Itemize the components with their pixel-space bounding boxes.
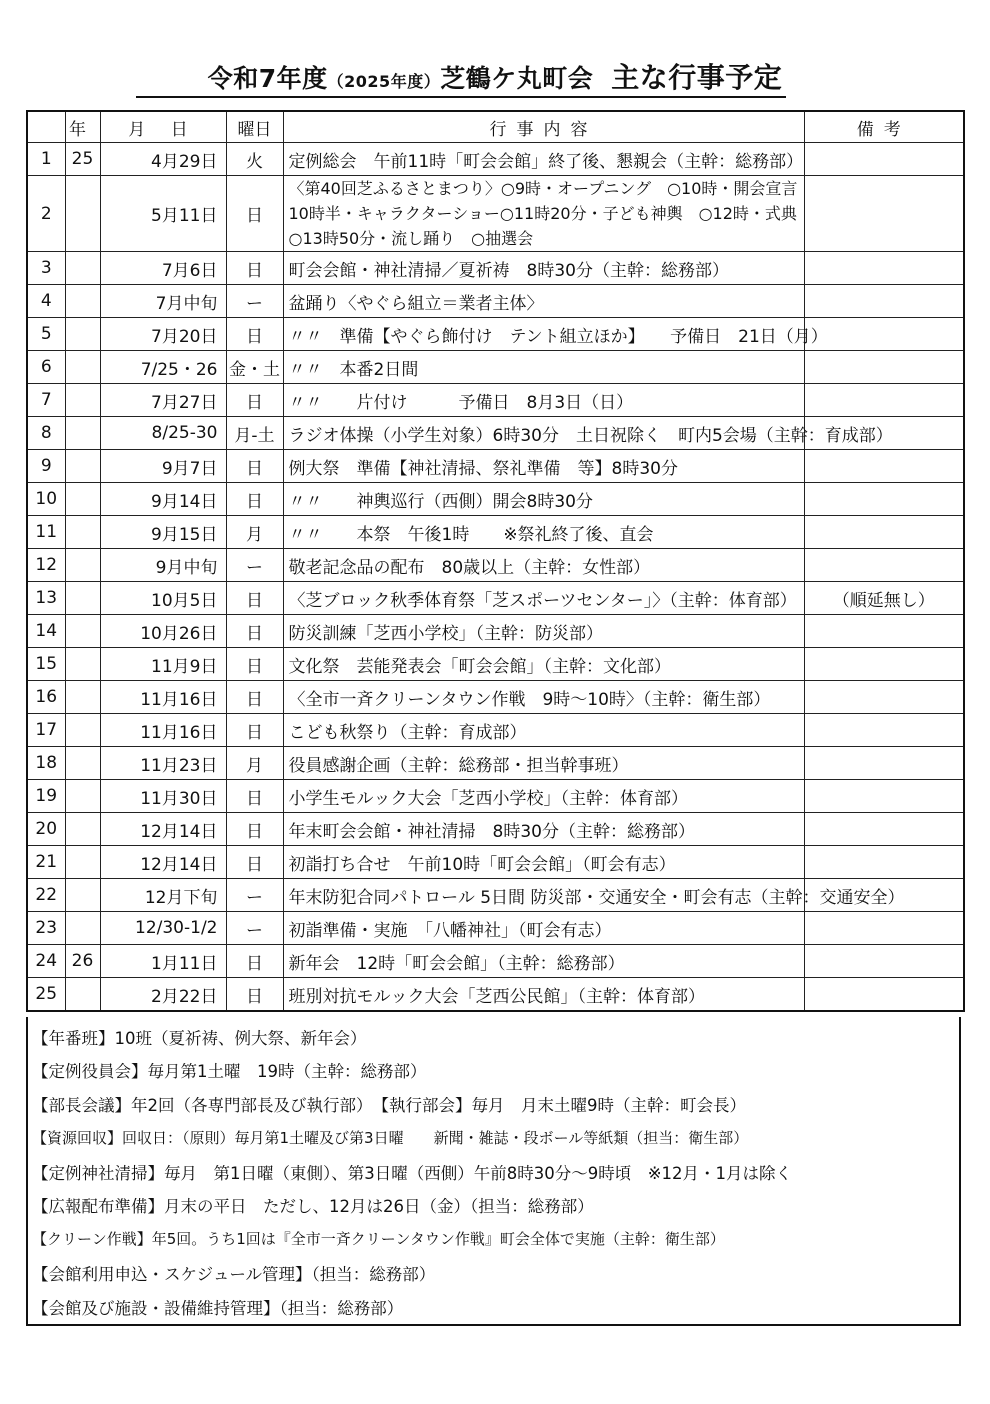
row-number: 4 [27, 285, 65, 318]
row-year [65, 384, 100, 417]
row-dow: 日 [226, 450, 283, 483]
row-year [65, 285, 100, 318]
table-row [27, 813, 964, 846]
row-note [804, 143, 964, 176]
schedule-table [26, 110, 965, 1012]
note-yakuinkai: 【定例役員会】毎月第1土曜 19時（主幹：総務部） [32, 1062, 427, 1081]
row-note [804, 176, 964, 252]
row-number: 19 [27, 780, 65, 813]
row-date: 7月20日 [100, 318, 226, 351]
title-year: （2025年度） [327, 72, 441, 91]
row-year [65, 813, 100, 846]
row-number: 1 [27, 143, 65, 176]
row-note [804, 648, 964, 681]
row-dow: 金・土 [226, 351, 283, 384]
note-shigen-kaishu: 【資源回収】回収日：（原則）毎月第1土曜及び第3日曜 新聞・雑誌・段ボール等紙類（担当：衛生部） [32, 1129, 749, 1147]
row-note [804, 912, 964, 945]
row-event: こども秋祭り（主幹：育成部） [283, 714, 804, 747]
row-dow: 月-土 [226, 417, 283, 450]
row-event: 例大祭 準備【神社清掃、祭礼準備 等】8時30分 [283, 450, 804, 483]
row-dow: 火 [226, 143, 283, 176]
note-buchokaigi: 【部長会議】年2回（各専門部長及び執行部） 【執行部会】毎月 月末土曜9時（主幹：町会長） [32, 1096, 746, 1115]
row-date: 5月11日 [100, 176, 226, 252]
row-number: 3 [27, 252, 65, 285]
row-dow: 日 [226, 252, 283, 285]
row-event: 役員感謝企画（主幹：総務部・担当幹事班） [283, 747, 804, 780]
row-dow: 月 [226, 747, 283, 780]
row-dow: ー [226, 879, 283, 912]
row-note [804, 252, 964, 285]
row-event: 初詣準備・実施 「八幡神社」（町会有志） [283, 912, 804, 945]
row-dow: 日 [226, 945, 283, 978]
note-jinja-seiso: 【定例神社清掃】毎月 第1日曜（東側）、第3日曜（西側）午前8時30分～9時頃 ※12月・1月は除く [32, 1164, 793, 1183]
table-row [27, 351, 964, 384]
row-date: 10月26日 [100, 615, 226, 648]
row-date: 9月7日 [100, 450, 226, 483]
row-year [65, 681, 100, 714]
row-number: 20 [27, 813, 65, 846]
row-dow: 日 [226, 714, 283, 747]
row-event: 班別対抗モルック大会「芝西公民館」（主幹：体育部） [283, 978, 804, 1012]
row-dow: 日 [226, 483, 283, 516]
row-year [65, 747, 100, 780]
row-note: （順延無し） [804, 582, 964, 615]
row-note [804, 747, 964, 780]
row-event: 小学生モルック大会「芝西小学校」（主幹：体育部） [283, 780, 804, 813]
row-note [804, 285, 964, 318]
row-year [65, 176, 100, 252]
row-dow: 月 [226, 516, 283, 549]
row-year [65, 582, 100, 615]
row-year [65, 978, 100, 1012]
row-number: 11 [27, 516, 65, 549]
table-row [27, 176, 964, 252]
row-date: 12月14日 [100, 813, 226, 846]
row-event: 防災訓練「芝西小学校」（主幹：防災部） [283, 615, 804, 648]
row-number: 12 [27, 549, 65, 582]
table-row [27, 143, 964, 176]
table-row [27, 516, 964, 549]
row-event: 年末町会会館・神社清掃 8時30分（主幹：総務部） [283, 813, 804, 846]
row-dow: ー [226, 549, 283, 582]
table-row [27, 879, 964, 912]
row-year [65, 615, 100, 648]
row-event: 文化祭 芸能発表会「町会会館」（主幹：文化部） [283, 648, 804, 681]
header-year: 年 [65, 111, 100, 143]
row-date: 7月6日 [100, 252, 226, 285]
row-date: 9月15日 [100, 516, 226, 549]
row-note [804, 846, 964, 879]
row-date: 9月中旬 [100, 549, 226, 582]
row-date: 7/25・26 [100, 351, 226, 384]
row-year: 26 [65, 945, 100, 978]
row-dow: 日 [226, 846, 283, 879]
row-event: 盆踊り〈やぐら組立＝業者主体〉 [283, 285, 804, 318]
row-note [804, 615, 964, 648]
table-row [27, 648, 964, 681]
row-dow: 日 [226, 318, 283, 351]
row-event: 町会会館・神社清掃／夏祈祷 8時30分（主幹：総務部） [283, 252, 804, 285]
row-year [65, 648, 100, 681]
row-dow: 日 [226, 648, 283, 681]
row-date: 12月14日 [100, 846, 226, 879]
table-row [27, 318, 964, 351]
title-main: 主な行事予定 [611, 61, 783, 94]
header-number [27, 111, 65, 143]
table-row [27, 912, 964, 945]
row-year [65, 318, 100, 351]
row-year [65, 780, 100, 813]
row-event: 〈全市一斉クリーンタウン作戦 9時～10時〉（主幹：衛生部） [283, 681, 804, 714]
row-year [65, 351, 100, 384]
row-note [804, 978, 964, 1012]
row-dow: ー [226, 912, 283, 945]
row-year [65, 417, 100, 450]
row-dow: ー [226, 285, 283, 318]
note-koho: 【広報配布準備】月末の平日 ただし、12月は26日（金）（担当：総務部） [32, 1197, 594, 1216]
note-kaikan-iji: 【会館及び施設・設備維持管理】（担当：総務部） [32, 1299, 404, 1318]
row-number: 8 [27, 417, 65, 450]
row-note [804, 549, 964, 582]
row-event: 〃〃 神輿巡行（西側）開会8時30分 [283, 483, 804, 516]
row-dow: 日 [226, 780, 283, 813]
row-year [65, 252, 100, 285]
row-date: 7月27日 [100, 384, 226, 417]
table-row [27, 483, 964, 516]
row-date: 9月14日 [100, 483, 226, 516]
row-note [804, 384, 964, 417]
table-header-row [27, 111, 964, 143]
row-year [65, 714, 100, 747]
row-event: 年末防犯合同パトロール 5日間 防災部・交通安全・町会有志（主幹：交通安全） [283, 879, 804, 912]
row-number: 16 [27, 681, 65, 714]
title-prefix: 令和7年度 [207, 64, 328, 93]
row-date: 11月23日 [100, 747, 226, 780]
header-dow: 曜日 [226, 111, 283, 143]
row-event: ラジオ体操（小学生対象）6時30分 土日祝除く 町内5会場（主幹：育成部） [283, 417, 804, 450]
table-row [27, 945, 964, 978]
row-date: 4月29日 [100, 143, 226, 176]
row-date: 11月30日 [100, 780, 226, 813]
note-clean-sakusen: 【クリーン作戦】年5回。うち1回は『全市一斉クリーンタウン作戦』町会全体で実施（主幹：衛生部） [32, 1230, 725, 1248]
row-number: 25 [27, 978, 65, 1012]
row-number: 9 [27, 450, 65, 483]
row-note [804, 450, 964, 483]
table-row [27, 615, 964, 648]
row-date: 10月5日 [100, 582, 226, 615]
table-row [27, 681, 964, 714]
row-number: 24 [27, 945, 65, 978]
row-note [804, 813, 964, 846]
row-event: 〃〃 本番2日間 [283, 351, 804, 384]
row-note [804, 516, 964, 549]
row-note [804, 780, 964, 813]
row-dow: 日 [226, 582, 283, 615]
table-row [27, 417, 964, 450]
row-year [65, 450, 100, 483]
row-date: 11月16日 [100, 714, 226, 747]
row-dow: 日 [226, 176, 283, 252]
row-number: 7 [27, 384, 65, 417]
table-row [27, 384, 964, 417]
row-year [65, 516, 100, 549]
row-number: 23 [27, 912, 65, 945]
note-kaikan-riyo: 【会館利用申込・スケジュール管理】（担当：総務部） [32, 1265, 436, 1284]
row-year [65, 912, 100, 945]
row-date: 12/30-1/2 [100, 912, 226, 945]
row-date: 1月11日 [100, 945, 226, 978]
header-date: 月 日 [100, 111, 226, 143]
row-event: 〈第40回芝ふるさとまつり〉○9時・オープニング ○10時・開会宣言 10時半・キャラクターショー○11時20分・子ども神輿 ○12時・式典 ○13時50分・流し踊り ○抽選会 [283, 176, 804, 252]
row-note [804, 945, 964, 978]
row-year [65, 483, 100, 516]
row-event: 初詣打ち合せ 午前10時「町会会館」（町会有志） [283, 846, 804, 879]
row-date: 7月中旬 [100, 285, 226, 318]
row-number: 22 [27, 879, 65, 912]
row-dow: 日 [226, 813, 283, 846]
row-event: 〃〃 片付け 予備日 8月3日（日） [283, 384, 804, 417]
table-row [27, 978, 964, 1012]
row-date: 8/25-30 [100, 417, 226, 450]
row-note [804, 714, 964, 747]
table-row [27, 714, 964, 747]
row-year [65, 549, 100, 582]
row-event: 〃〃 準備【やぐら飾付け テント組立ほか】 予備日 21日（月） [283, 318, 804, 351]
table-row [27, 747, 964, 780]
table-row [27, 846, 964, 879]
row-dow: 日 [226, 384, 283, 417]
row-note [804, 681, 964, 714]
row-event: 〈芝ブロック秋季体育祭「芝スポーツセンター」〉（主幹：体育部） [283, 582, 804, 615]
row-number: 17 [27, 714, 65, 747]
row-date: 12月下旬 [100, 879, 226, 912]
row-number: 10 [27, 483, 65, 516]
row-number: 14 [27, 615, 65, 648]
header-event: 行事内容 [283, 111, 804, 143]
table-row [27, 582, 964, 615]
row-number: 6 [27, 351, 65, 384]
row-dow: 日 [226, 615, 283, 648]
table-row [27, 780, 964, 813]
row-number: 21 [27, 846, 65, 879]
row-number: 18 [27, 747, 65, 780]
row-year [65, 879, 100, 912]
row-year [65, 846, 100, 879]
row-event: 定例総会 午前11時「町会会館」終了後、懇親会（主幹：総務部） [283, 143, 804, 176]
row-event: 敬老記念品の配布 80歳以上（主幹：女性部） [283, 549, 804, 582]
notes-section [26, 1017, 961, 1326]
title-underline [136, 96, 786, 98]
note-nenban: 【年番班】10班（夏祈祷、例大祭、新年会） [32, 1029, 367, 1048]
row-date: 2月22日 [100, 978, 226, 1012]
header-notes: 備考 [804, 111, 964, 143]
row-number: 2 [27, 176, 65, 252]
row-date: 11月9日 [100, 648, 226, 681]
table-row [27, 549, 964, 582]
row-note [804, 483, 964, 516]
row-number: 13 [27, 582, 65, 615]
page-title [0, 58, 990, 98]
row-number: 5 [27, 318, 65, 351]
row-note [804, 318, 964, 351]
table-row [27, 252, 964, 285]
row-year: 25 [65, 143, 100, 176]
row-event: 〃〃 本祭 午後1時 ※祭礼終了後、直会 [283, 516, 804, 549]
row-note [804, 351, 964, 384]
row-date: 11月16日 [100, 681, 226, 714]
title-org: 芝鶴ケ丸町会 [440, 64, 594, 93]
row-dow: 日 [226, 978, 283, 1012]
row-event: 新年会 12時「町会会館」（主幹：総務部） [283, 945, 804, 978]
row-dow: 日 [226, 681, 283, 714]
table-row [27, 450, 964, 483]
row-number: 15 [27, 648, 65, 681]
table-row [27, 285, 964, 318]
